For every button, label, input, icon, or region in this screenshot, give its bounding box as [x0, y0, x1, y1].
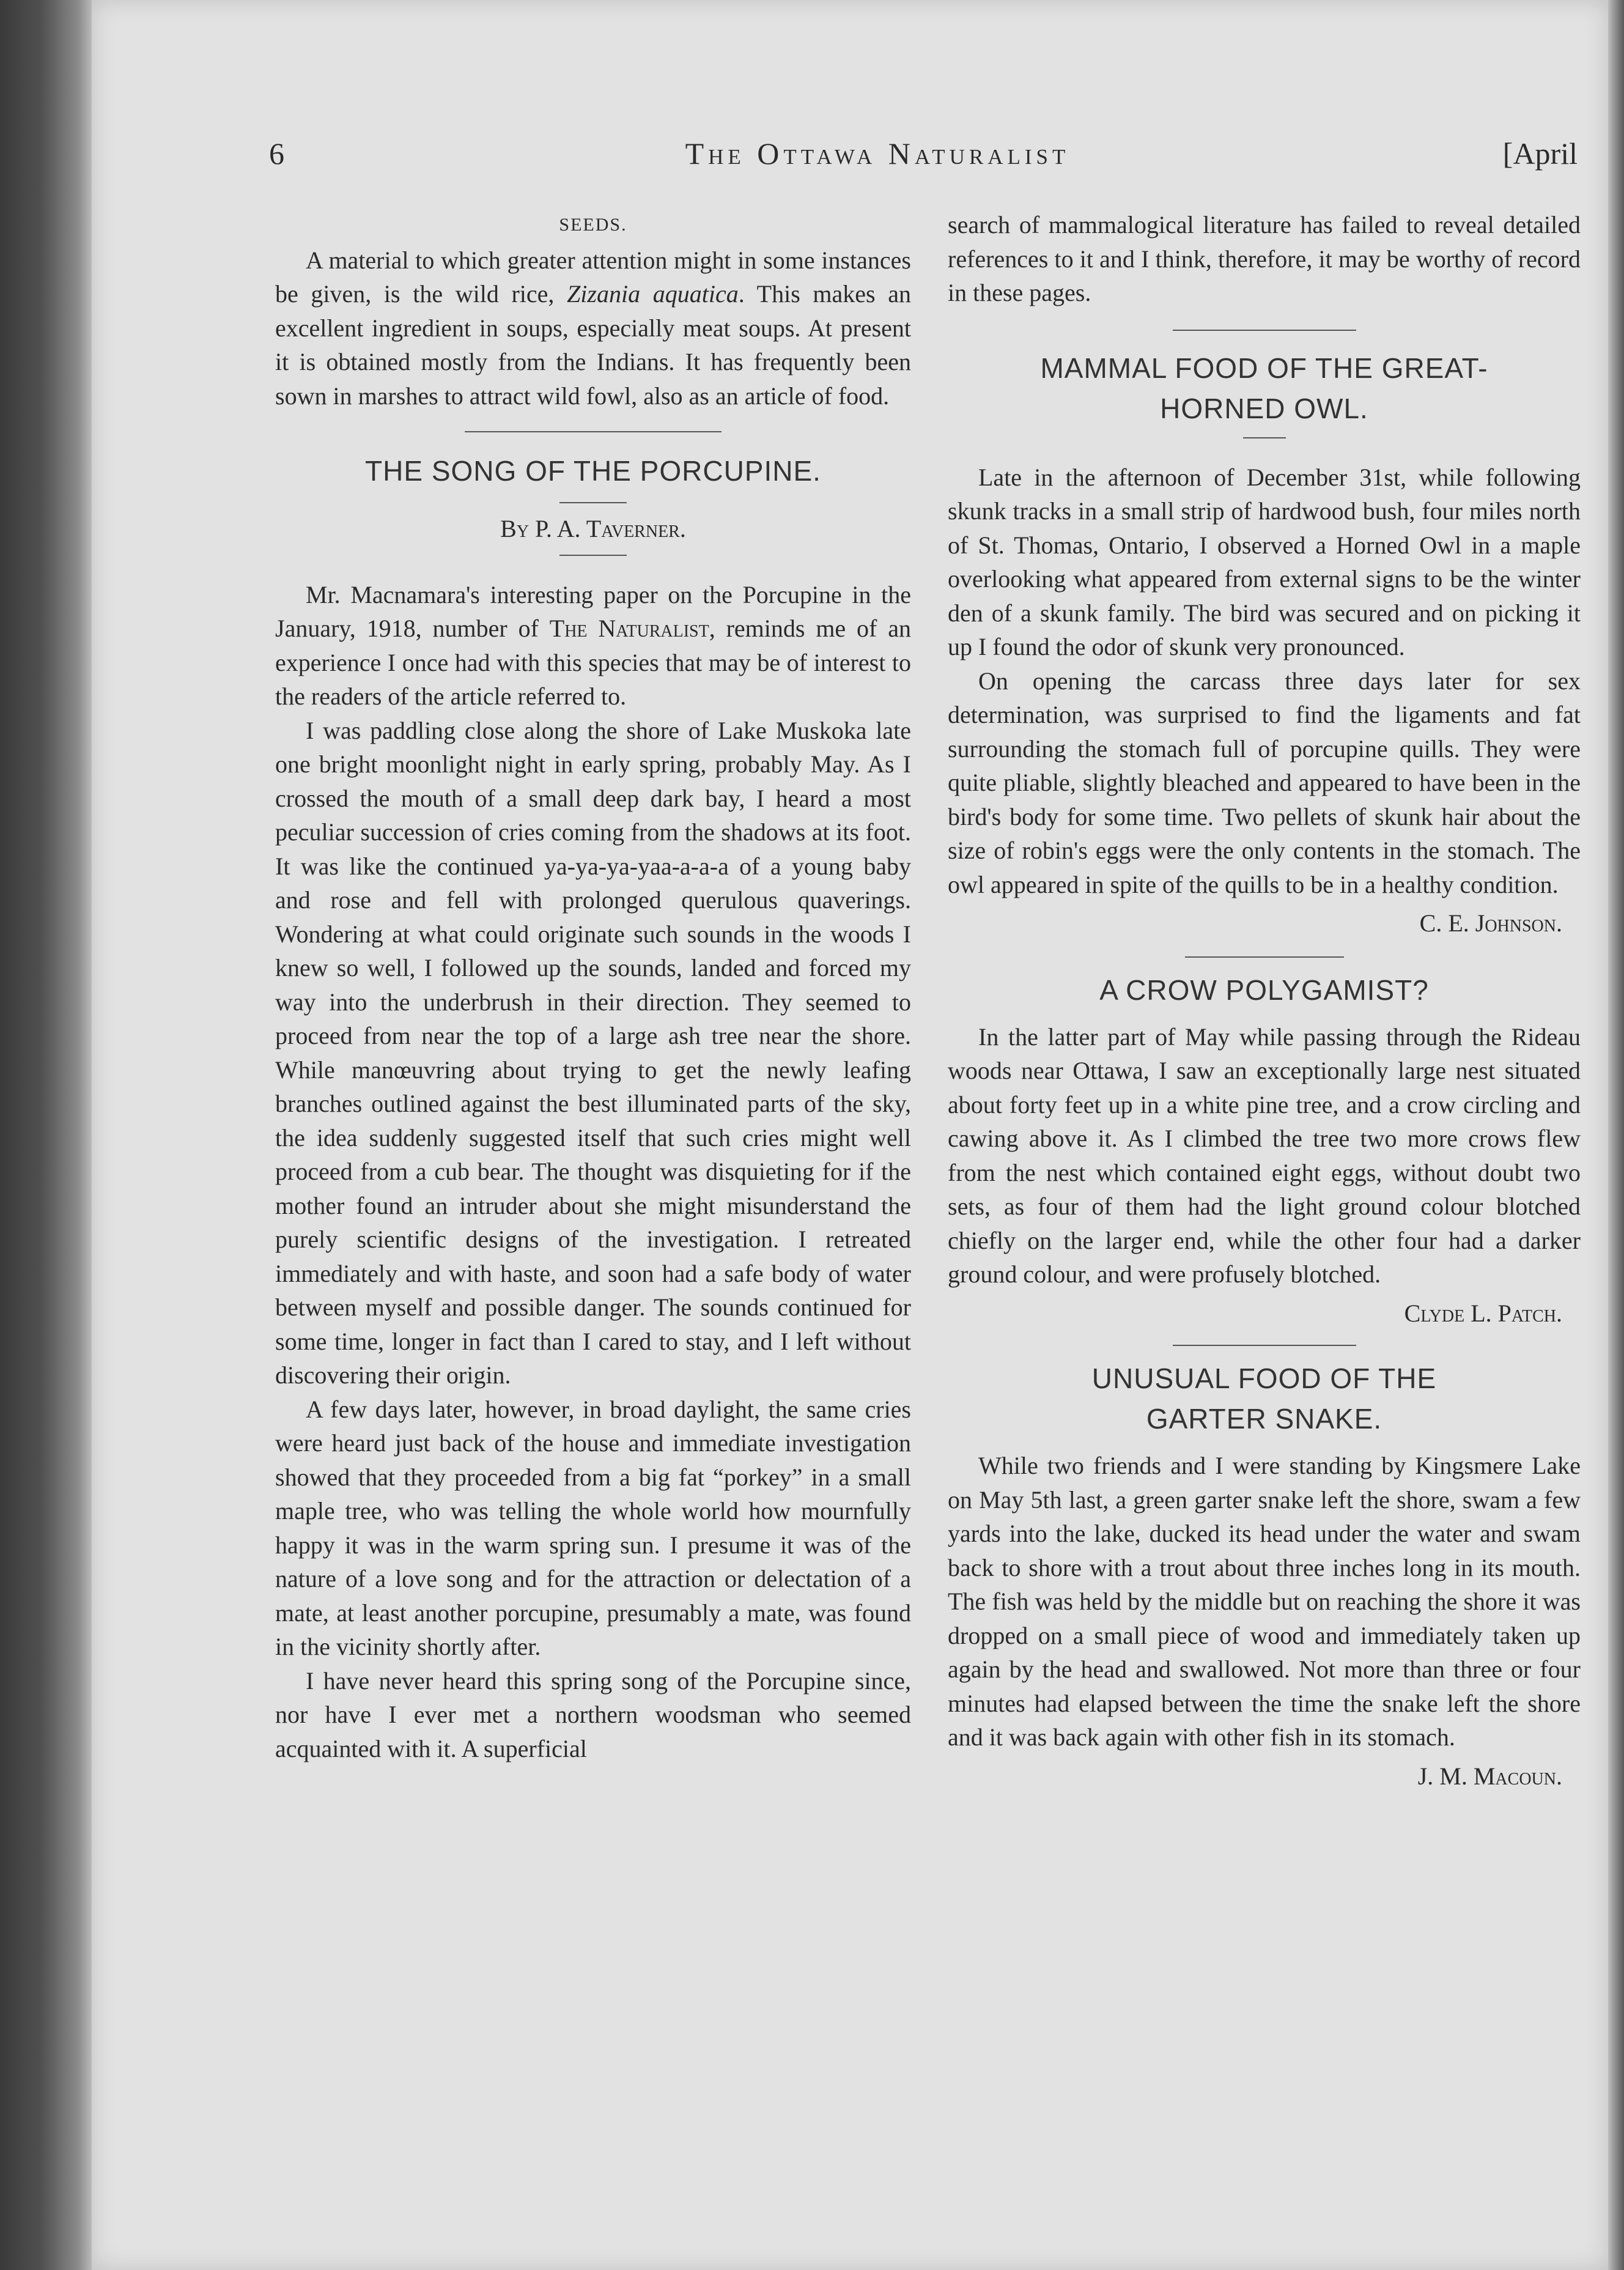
porcupine-paragraph-3: A few days later, however, in broad daylight, the same cries were heard just back of the house and immediate investigation showed that they proceeded from a big fat “porkey” in a small maple tree, who was telling the whole world how mournfully happy it was in the warm spring sun. I presume it was of the nature of a love song and for the attraction or delectation of a mate, at least another porcupine, presumably a mate, was found in the vicinity shortly after.: [275, 1395, 911, 1660]
left-column: [275, 208, 911, 1765]
byline-divider: [559, 555, 627, 556]
section-divider: [1173, 1345, 1356, 1346]
porcupine-p1-text-a: Mr. Macnamara's interesting paper on the Porcupine in the January, 1918, number of: [275, 580, 911, 642]
porcupine-paragraph-1: [275, 578, 911, 714]
snake-title-line-1: UNUSUAL FOOD OF THE: [1091, 1362, 1437, 1394]
page-number: 6: [269, 136, 284, 171]
title-divider: [559, 502, 627, 503]
book-binding-shadow: [0, 0, 92, 2270]
owl-title-line-2: HORNED OWL.: [1160, 392, 1368, 424]
seeds-paragraph: [275, 243, 911, 413]
snake-paragraph-1: While two friends and I were standing by Kingsmere Lake on May 5th last, a green garter snake left the shore, swam a few yards into the lake, ducked its head under the water and swam back to shore with a trout about three inches long in its mouth. The fish was held by the middle but on reaching the shore it was dropped on a small piece of wood and immediately taken up again by the head and swallowed. Not more than three or four minutes had elapsed between the time the snake left the shore and it was back again with other fish in its stomach.: [948, 1452, 1581, 1751]
owl-signature: C. E. Johnson.: [1419, 909, 1562, 937]
title-divider: [1243, 437, 1286, 438]
journal-title: The Ottawa Naturalist: [685, 136, 1070, 171]
section-divider: [1173, 330, 1356, 331]
crow-paragraph-1: In the latter part of May while passing through the Rideau woods near Ottawa, I saw an exceptionally large nest situated about forty feet up in a white pine tree, and a crow circling and cawing above it. As I climbed the tree two more crows flew from the nest which contained eight eggs, without doubt two sets, as four of them had the light ground colour blotched chiefly on the larger end, while the other four had a darker ground colour, and were profusely blotched.: [948, 1022, 1581, 1288]
owl-paragraph-2: On opening the carcass three days later for sex determination, was surprised to find the ligaments and fat surrounding the stomach full of porcupine quills. They were quite pliable, slightly bleached and appeared to have been in the bird's body for some time. Two pellets of skunk hair about the size of robin's eggs were the only contents in the stomach. The owl appeared in spite of the quills to be in a healthy condition.: [948, 667, 1581, 898]
section-divider: [465, 431, 722, 432]
crow-signature: Clyde L. Patch.: [1404, 1299, 1562, 1327]
owl-paragraph-1: Late in the afternoon of December 31st, while following skunk tracks in a small strip of hardwood bush, four miles north of St. Thomas, Ontario, I observed a Horned Owl in a maple overlooking what appeared from external signs to be the winter den of a skunk family. The bird was secured and on picking it up I found the odor of skunk very pronounced.: [948, 463, 1581, 660]
page-edge: [1608, 0, 1624, 2270]
owl-title-line-1: MAMMAL FOOD OF THE GREAT-: [1040, 352, 1488, 384]
article-title-snake: [948, 1358, 1581, 1439]
article-title-crow: A CROW POLYGAMIST?: [1099, 974, 1429, 1006]
right-column: [948, 208, 1581, 1793]
journal-reference: The Naturalist: [549, 615, 709, 642]
issue-month: [April: [1502, 136, 1578, 171]
seeds-heading: SEEDS.: [559, 215, 627, 235]
snake-title-line-2: GARTER SNAKE.: [1146, 1403, 1382, 1435]
porcupine-p1-text-b: , reminds me of an experience I once had with this species that may be of interest to the readers of the article referred to.: [275, 615, 911, 710]
article-title-owl: [948, 348, 1581, 429]
section-divider: [1185, 956, 1344, 958]
running-head: [177, 136, 1578, 179]
byline: By P. A. Taverner.: [500, 515, 686, 542]
snake-signature: J. M. Macoun.: [1417, 1762, 1562, 1790]
article-title-porcupine: THE SONG OF THE PORCUPINE.: [365, 455, 821, 487]
seeds-text-a: A material to which greater attention might in some instances be given, is the wild rice,: [275, 246, 911, 308]
porcupine-paragraph-4: I have never heard this spring song of the Porcupine since, nor have I ever met a northern woodsman who seemed acquainted with it. A superficial: [275, 1666, 911, 1762]
porcupine-continuation: search of mammalogical literature has failed to reveal detailed references to it and I think, therefore, it may be worthy of record in these pages.: [948, 211, 1581, 306]
species-name: Zizania aquatica: [567, 280, 739, 308]
porcupine-paragraph-2: I was paddling close along the shore of Lake Muskoka late one bright moonlight night in early spring, probably May. As I crossed the mouth of a small deep dark bay, I heard a most peculiar succession of cries coming from the shadows at its foot. It was like the continued ya-ya-ya-yaa-a-a-a of a young baby and rose and fell with prolonged querulous quaverings. Wondering at what could originate such sounds in the woods I knew so well, I followed up the sounds, landed and forced my way into the underbrush in their direction. They seemed to proceed from near the top of a large ash tree near the shore. While manœuvring about trying to get the newly leafing branches outlined against the best illuminated parts of the sky, the idea suddenly suggested itself that such cries might well proceed from a cub bear. The thought was disquieting for if the mother found an intruder about she might misunderstand the purely scientific designs of the investigation. I retreated immediately and with haste, and soon had a safe body of water between myself and possible danger. The sounds continued for some time, longer in fact than I cared to stay, and I left without discovering their origin.: [275, 716, 911, 1389]
seeds-text-b: . This makes an excellent ingredient in soups, especially meat soups. At present it is obtained mostly from the Indians. It has frequently been sown in marshes to attract wild fowl, also as an article of food.: [275, 280, 911, 410]
